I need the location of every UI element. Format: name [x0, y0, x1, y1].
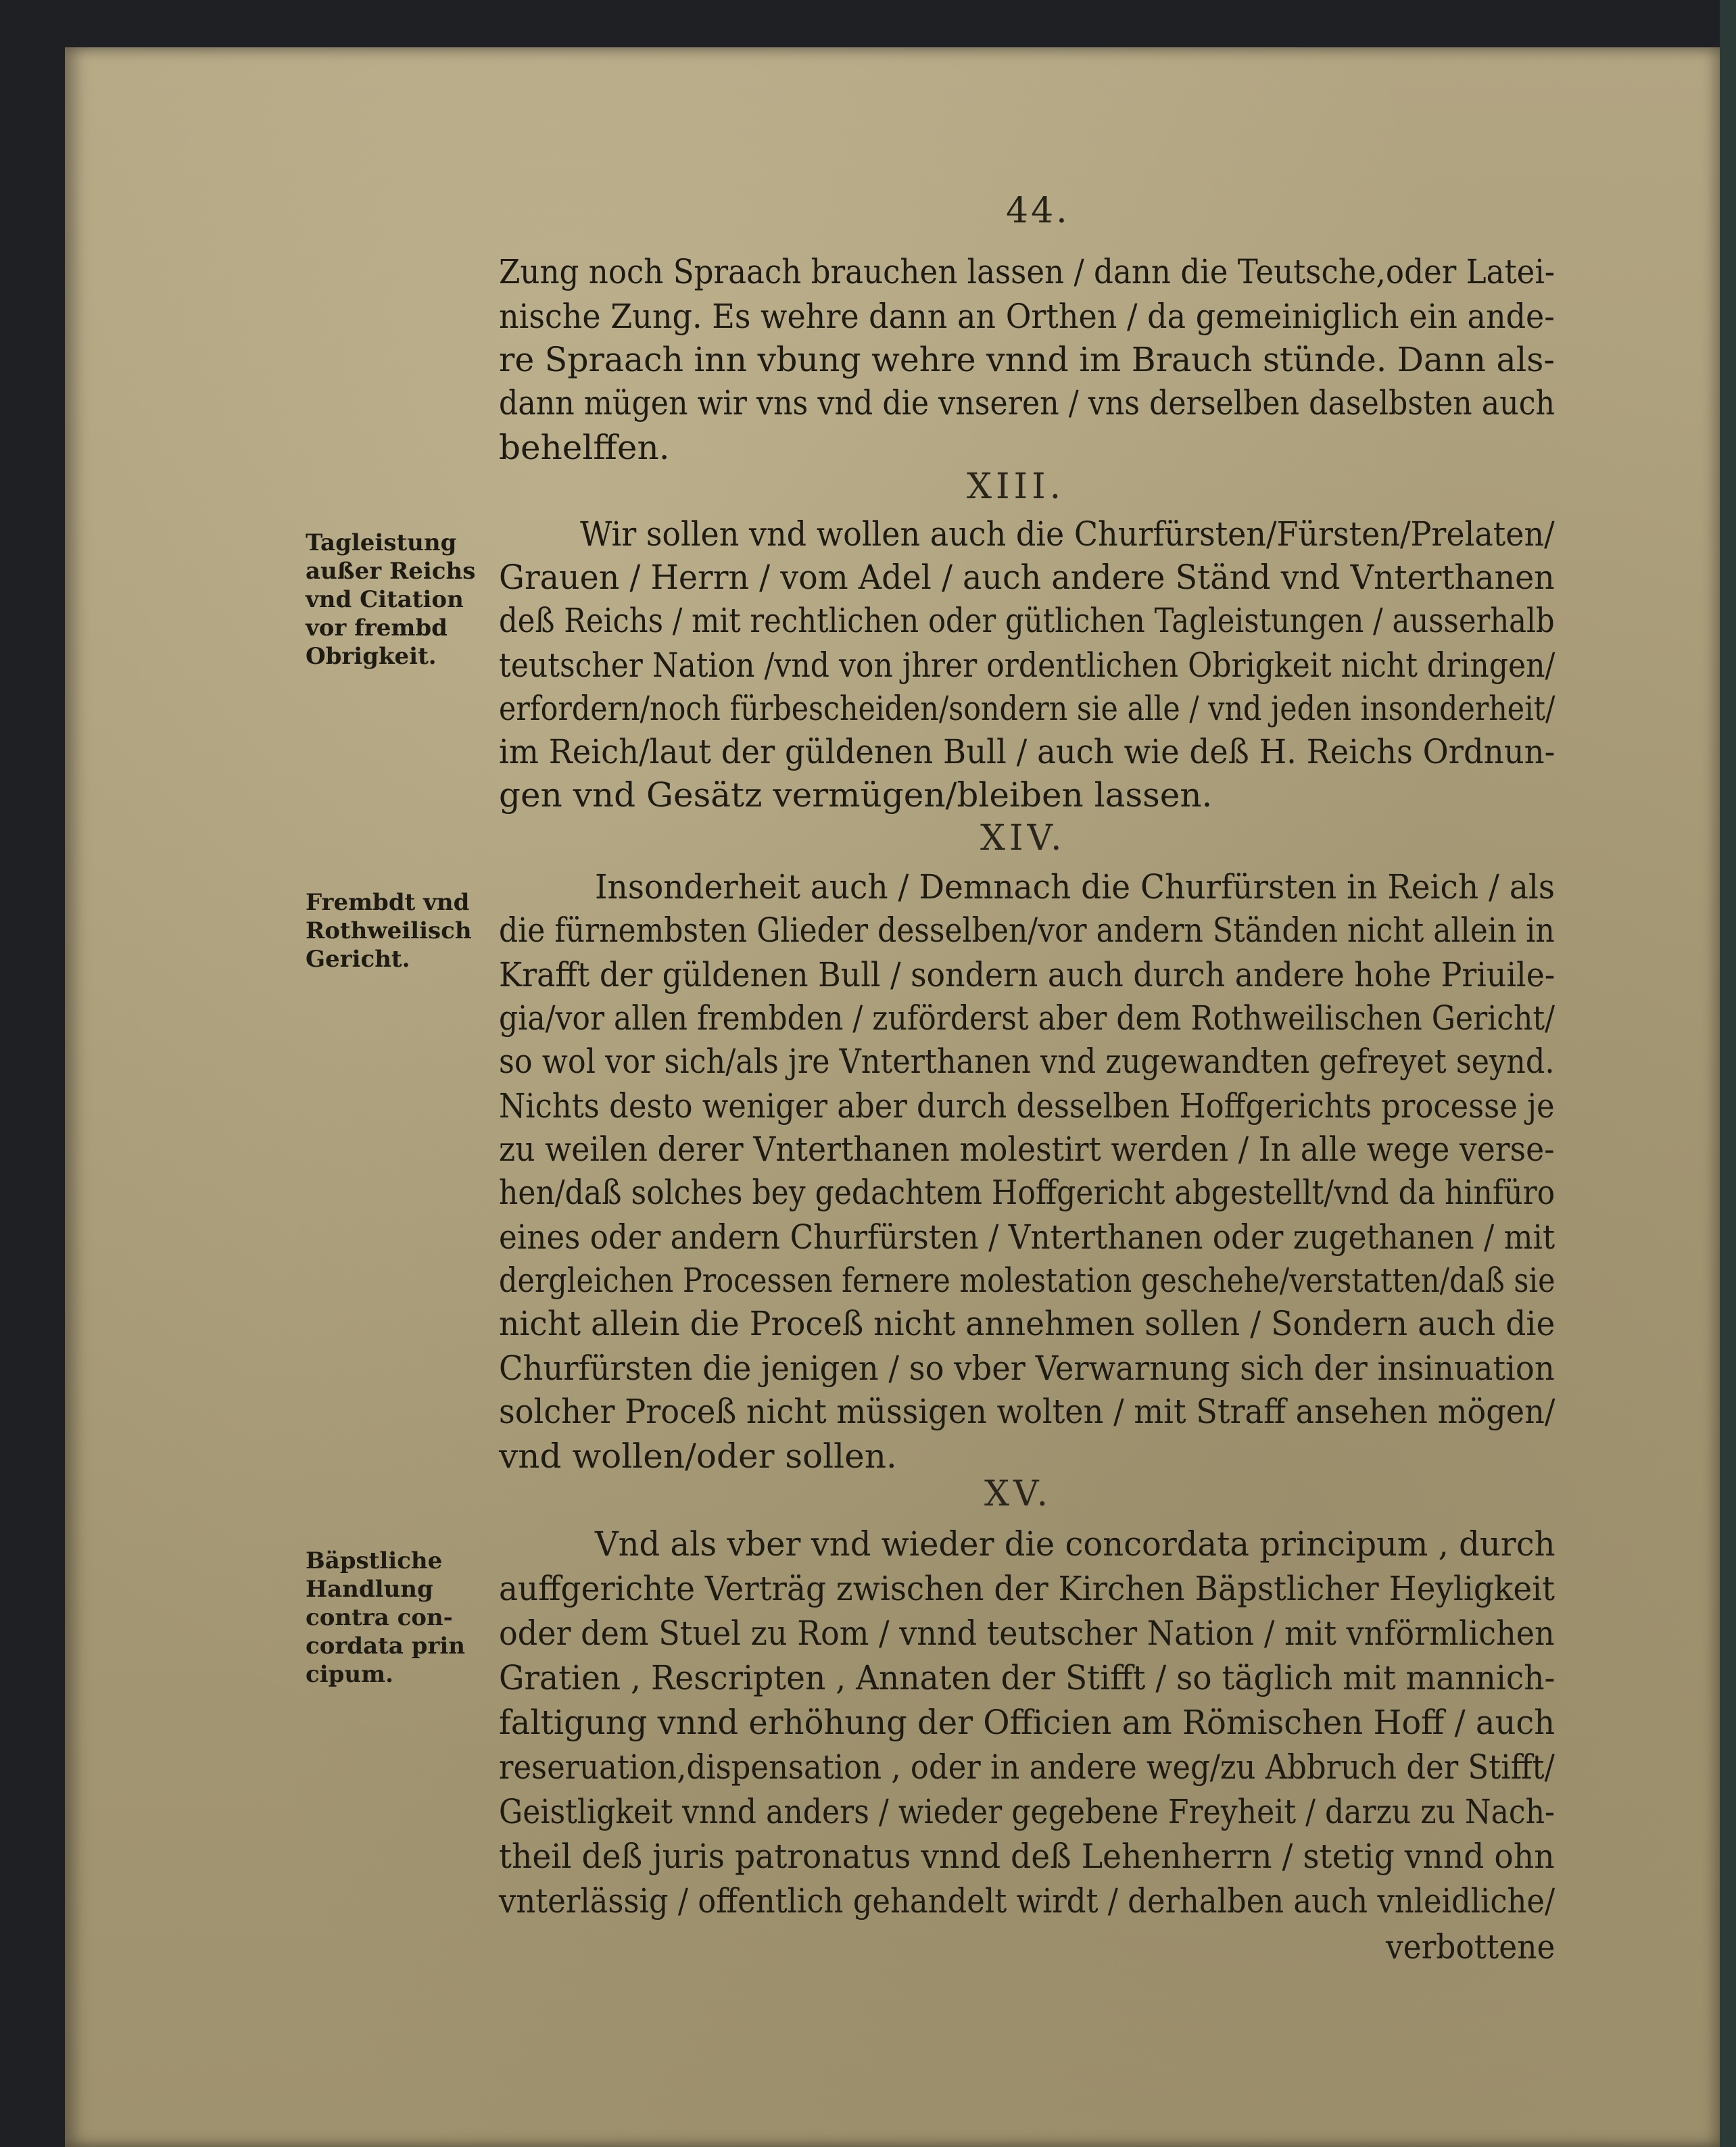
body-line: vnd wollen/oder sollen.	[499, 1437, 897, 1476]
body-line: Insonderheit auch / Demnach die Churfürsten in Reich / als	[595, 867, 1555, 907]
body-line: Vnd als vber vnd wieder die concordata principum , durch	[595, 1524, 1556, 1564]
body-line: erfordern/noch fürbescheiden/sondern sie alle / vnd jeden insonderheit/	[499, 689, 1556, 728]
body-line: re Spraach inn vbung wehre vnnd im Brauch stünde. Dann als-	[499, 340, 1555, 379]
body-line: im Reich/laut der güldenen Bull / auch wie deß H. Reichs Ordnun-	[499, 732, 1556, 771]
margin-note-line: Gericht.	[306, 946, 410, 973]
body-line: Wir sollen vnd wollen auch die Churfürsten/Fürsten/Prelaten/	[580, 514, 1555, 554]
body-line: nische Zung. Es wehre dann an Orthen / da gemeiniglich ein ande-	[499, 297, 1555, 336]
body-line: Geistligkeit vnnd anders / wieder gegebene Freyheit / darzu zu Nach-	[499, 1792, 1555, 1831]
body-line: oder dem Stuel zu Rom / vnnd teutscher Nation / mit vnförmlichen	[499, 1614, 1555, 1653]
margin-note-line: Rothweilisch	[306, 917, 472, 944]
margin-note-line: Frembdt vnd	[306, 889, 470, 916]
margin-note-tagleistung	[306, 529, 488, 671]
body-line: die fürnembsten Glieder desselben/vor andern Ständen nicht allein in	[499, 911, 1555, 950]
body-line: dergleichen Processen fernere molestation geschehe/verstatten/daß sie	[499, 1261, 1556, 1300]
margin-note-line: vor frembd	[306, 614, 448, 642]
body-line: teutscher Nation /vnd von jhrer ordentlichen Obrigkeit nicht dringen/	[499, 646, 1556, 685]
body-line: vnterlässig / offentlich gehandelt wirdt / derhalben auch vnleidliche/	[499, 1881, 1556, 1921]
margin-note-line: cipum.	[306, 1661, 393, 1688]
body-line: zu weilen derer Vnterthanen molestirt werden / In alle wege verse-	[499, 1130, 1555, 1169]
body-line: behelffen.	[499, 428, 670, 467]
body-line: eines oder andern Churfürsten / Vnterthanen oder zugethanen / mit	[499, 1217, 1556, 1257]
body-line: Nichts desto weniger aber durch desselben Hoffgerichts processe je	[499, 1086, 1555, 1126]
margin-note-line: cordata prin	[306, 1633, 465, 1660]
margin-note-line: contra con-	[306, 1604, 453, 1631]
body-line: auffgerichte Verträg zwischen der Kirchen Bäpstlicher Heyligkeit	[499, 1569, 1556, 1608]
margin-note-line: außer Reichs	[306, 558, 476, 585]
margin-note-line: Tagleistung	[306, 529, 457, 556]
body-line: reseruation,dispensation , oder in andere weg/zu Abbruch der Stifft/	[499, 1747, 1555, 1787]
section-heading-xv: XV.	[984, 1474, 1053, 1514]
body-line: Zung noch Spraach brauchen lassen / dann die Teutsche,oder Latei-	[499, 252, 1556, 291]
body-line: nicht allein die Proceß nicht annehmen sollen / Sondern auch die	[499, 1304, 1556, 1343]
catchword: verbottene	[1386, 1927, 1556, 1967]
body-line: solcher Proceß nicht müssigen wolten / mit Straff ansehen mögen/	[499, 1392, 1556, 1431]
section-heading-xiv: XIV.	[980, 818, 1066, 859]
body-line: dann mügen wir vns vnd die vnseren / vns derselben daselbsten auch	[499, 383, 1556, 423]
body-line: Krafft der güldenen Bull / sondern auch durch andere hohe Priuile-	[499, 955, 1556, 994]
body-line: Grauen / Herrn / vom Adel / auch andere Ständ vnd Vnterthanen	[499, 558, 1555, 597]
body-line: faltigung vnnd erhöhung der Officien am Römischen Hoff / auch	[499, 1703, 1556, 1742]
margin-note-rothweil	[306, 888, 488, 973]
body-line: gen vnd Gesätz vermügen/bleiben lassen.	[499, 775, 1213, 815]
body-line: deß Reichs / mit rechtlichen oder gütlichen Tagleistungen / ausserhalb	[499, 601, 1555, 640]
margin-note-line: Obrigkeit.	[306, 643, 437, 670]
margin-note-line: Handlung	[306, 1576, 433, 1603]
margin-note-line: Bäpstliche	[306, 1547, 443, 1574]
margin-note-baepstliche	[306, 1547, 488, 1689]
body-line: theil deß juris patronatus vnnd deß Lehenherrn / stetig vnnd ohn	[499, 1837, 1555, 1876]
body-line: gia/vor allen frembden / zuförderst aber dem Rothweilischen Gericht/	[499, 998, 1555, 1038]
margin-note-line: vnd Citation	[306, 586, 464, 613]
body-line: hen/daß solches bey gedachtem Hoffgericht abgestellt/vnd da hinfüro	[499, 1173, 1556, 1212]
body-line: so wol vor sich/als jre Vnterthanen vnd zugewandten gefreyet seynd.	[499, 1042, 1555, 1081]
page-number: 44.	[1006, 191, 1070, 231]
body-line: Gratien , Rescripten , Annaten der Stifft / so täglich mit mannich-	[499, 1658, 1556, 1697]
book-edge	[1720, 0, 1736, 2147]
body-line: Churfürsten die jenigen / so vber Verwarnung sich der insinuation	[499, 1349, 1555, 1388]
section-heading-xiii: XIII.	[967, 466, 1065, 507]
